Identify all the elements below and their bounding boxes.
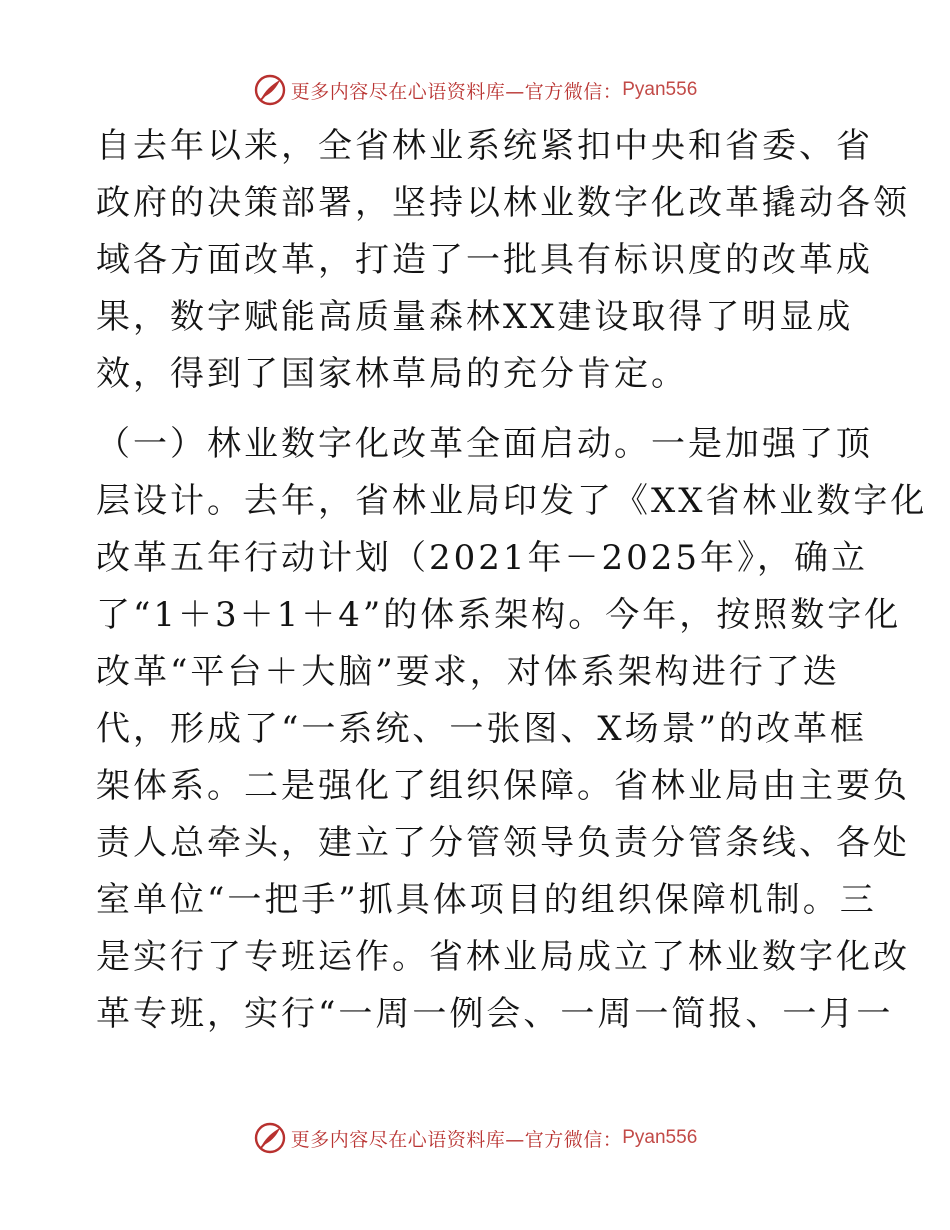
header-watermark-banner [0, 70, 950, 110]
wechat-id: Pyan556 [622, 1127, 698, 1148]
text-line: （一）林业数字化改革全面启动。一是加强了顶 [96, 424, 873, 464]
text-line: 域各方面改革，打造了一批具有标识度的改革成 [96, 240, 873, 280]
text-line: 自去年以来，全省林业系统紧扣中央和省委、省 [96, 126, 873, 166]
text-line: 政府的决策部署，坚持以林业数字化改革撬动各领 [96, 183, 910, 223]
text-line: 代，形成了“一系统、一张图、X场景”的改革框 [96, 709, 867, 749]
text-line: 架体系。二是强化了组织保障。省林业局由主要负 [96, 766, 910, 806]
document-body [96, 118, 928, 1043]
paragraph-intro [96, 118, 910, 403]
text-line: 是实行了专班运作。省林业局成立了林业数字化改 [96, 937, 910, 977]
text-line: 革专班，实行“一周一例会、一周一简报、一月一 [96, 994, 894, 1034]
text-line: 改革“平台＋大脑”要求，对体系架构进行了迭 [96, 652, 840, 692]
text-line: 责人总牵头，建立了分管领导负责分管条线、各处 [96, 823, 910, 863]
banner-text: 更多内容尽在心语资料库—官方微信： [290, 80, 623, 103]
paragraph-section-1 [96, 416, 928, 1043]
wechat-id: Pyan556 [622, 79, 698, 100]
footer-watermark-banner [0, 1118, 950, 1158]
text-line: 了“1＋3＋1＋4”的体系架构。今年，按照数字化 [96, 595, 902, 635]
text-line: 改革五年行动计划（2021年－2025年》，确立 [96, 538, 869, 578]
quill-logo-icon [253, 73, 287, 107]
text-line: 室单位“一把手”抓具体项目的组织保障机制。三 [96, 880, 877, 920]
text-line: 层设计。去年，省林业局印发了《XX省林业数字化 [96, 481, 928, 521]
text-line: 果，数字赋能高质量森林XX建设取得了明显成 [96, 297, 854, 337]
text-line: 效，得到了国家林草局的充分肯定。 [96, 354, 688, 394]
banner-text: 更多内容尽在心语资料库—官方微信： [290, 1128, 623, 1151]
quill-logo-icon [253, 1121, 287, 1155]
